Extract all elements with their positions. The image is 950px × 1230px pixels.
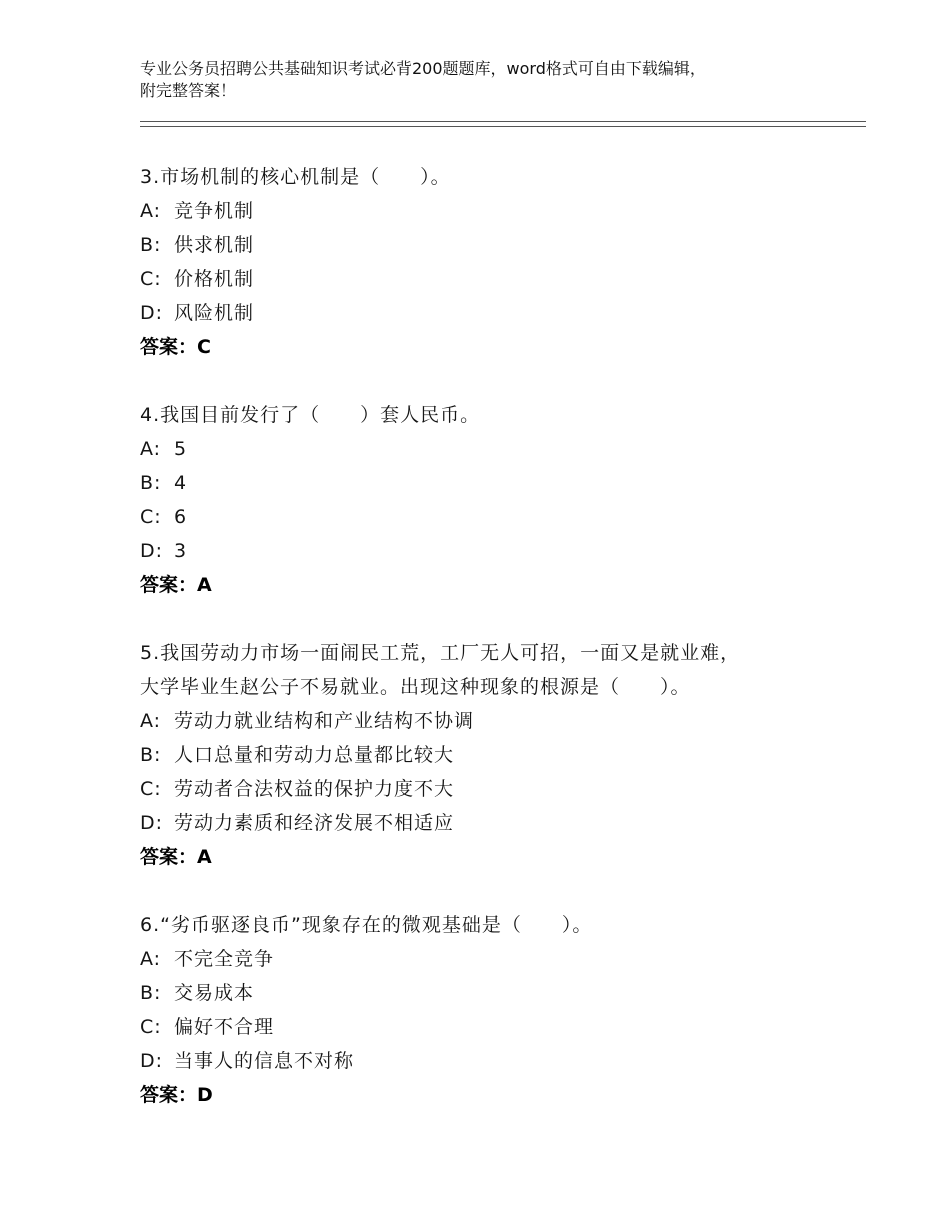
answer-option bbox=[140, 534, 840, 568]
option-letter: C: bbox=[140, 506, 162, 528]
option-text: 不完全竞争 bbox=[174, 948, 275, 970]
option-letter: D: bbox=[140, 540, 164, 562]
answer-option bbox=[140, 942, 840, 976]
answer-value: D bbox=[197, 1084, 213, 1106]
answer-option bbox=[140, 466, 840, 500]
option-letter: A: bbox=[140, 948, 162, 970]
question-stem: 4.我国目前发行了（ ）套人民币。 bbox=[140, 404, 481, 426]
answer-option bbox=[140, 738, 840, 772]
answer-value: C bbox=[197, 336, 211, 358]
answer-line bbox=[140, 1078, 840, 1112]
question-block bbox=[140, 160, 840, 364]
option-text: 5 bbox=[174, 438, 188, 460]
option-text: 供求机制 bbox=[174, 234, 255, 256]
answer-option bbox=[140, 772, 840, 806]
question-stem: 5.我国劳动力市场一面闹民工荒，工厂无人可招，一面又是就业难， bbox=[140, 642, 741, 664]
answer-label: 答案： bbox=[140, 846, 198, 868]
option-text: 偏好不合理 bbox=[174, 1016, 275, 1038]
answer-option bbox=[140, 1010, 840, 1044]
question-block bbox=[140, 908, 840, 1112]
answer-option bbox=[140, 704, 840, 738]
answer-label: 答案： bbox=[140, 1084, 198, 1106]
answer-label: 答案： bbox=[140, 574, 198, 596]
option-text: 劳动者合法权益的保护力度不大 bbox=[174, 778, 455, 800]
answer-value: A bbox=[197, 574, 212, 596]
option-text: 交易成本 bbox=[174, 982, 255, 1004]
answer-option bbox=[140, 262, 840, 296]
option-letter: D: bbox=[140, 302, 164, 324]
question-stem: 6.“劣币驱逐良币”现象存在的微观基础是（ ）。 bbox=[140, 914, 593, 936]
option-text: 6 bbox=[174, 506, 188, 528]
option-letter: A: bbox=[140, 200, 162, 222]
option-letter: C: bbox=[140, 268, 162, 290]
question-stem: 3.市场机制的核心机制是（ ）。 bbox=[140, 166, 451, 188]
question-block bbox=[140, 398, 840, 602]
option-text: 劳动力就业结构和产业结构不协调 bbox=[174, 710, 475, 732]
option-letter: C: bbox=[140, 778, 162, 800]
answer-line bbox=[140, 568, 840, 602]
answer-option bbox=[140, 228, 840, 262]
answer-option bbox=[140, 976, 840, 1010]
option-letter: D: bbox=[140, 1050, 164, 1072]
header-divider bbox=[140, 121, 866, 127]
answer-option bbox=[140, 194, 840, 228]
option-letter: D: bbox=[140, 812, 164, 834]
header-line-2: 附完整答案！ bbox=[140, 81, 237, 100]
option-text: 人口总量和劳动力总量都比较大 bbox=[174, 744, 455, 766]
answer-option bbox=[140, 1044, 840, 1078]
question-block bbox=[140, 636, 840, 874]
answer-label: 答案： bbox=[140, 336, 198, 358]
answer-line bbox=[140, 840, 840, 874]
option-text: 当事人的信息不对称 bbox=[174, 1050, 355, 1072]
option-letter: A: bbox=[140, 438, 162, 460]
option-letter: B: bbox=[140, 472, 162, 494]
option-letter: C: bbox=[140, 1016, 162, 1038]
answer-option bbox=[140, 806, 840, 840]
answer-option bbox=[140, 296, 840, 330]
option-letter: A: bbox=[140, 710, 162, 732]
option-letter: B: bbox=[140, 234, 162, 256]
option-text: 劳动力素质和经济发展不相适应 bbox=[174, 812, 455, 834]
option-text: 风险机制 bbox=[174, 302, 255, 324]
answer-line bbox=[140, 330, 840, 364]
answer-value: A bbox=[197, 846, 212, 868]
option-letter: B: bbox=[140, 744, 162, 766]
option-text: 价格机制 bbox=[174, 268, 255, 290]
header-line-1: 专业公务员招聘公共基础知识考试必背200题题库，word格式可自由下载编辑， bbox=[140, 59, 706, 78]
option-text: 4 bbox=[174, 472, 188, 494]
option-text: 3 bbox=[174, 540, 188, 562]
option-text: 竞争机制 bbox=[174, 200, 255, 222]
answer-option bbox=[140, 500, 840, 534]
question-list bbox=[140, 160, 840, 1146]
option-letter: B: bbox=[140, 982, 162, 1004]
question-stem: 大学毕业生赵公子不易就业。出现这种现象的根源是（ ）。 bbox=[140, 676, 691, 698]
document-header bbox=[140, 58, 840, 102]
answer-option bbox=[140, 432, 840, 466]
